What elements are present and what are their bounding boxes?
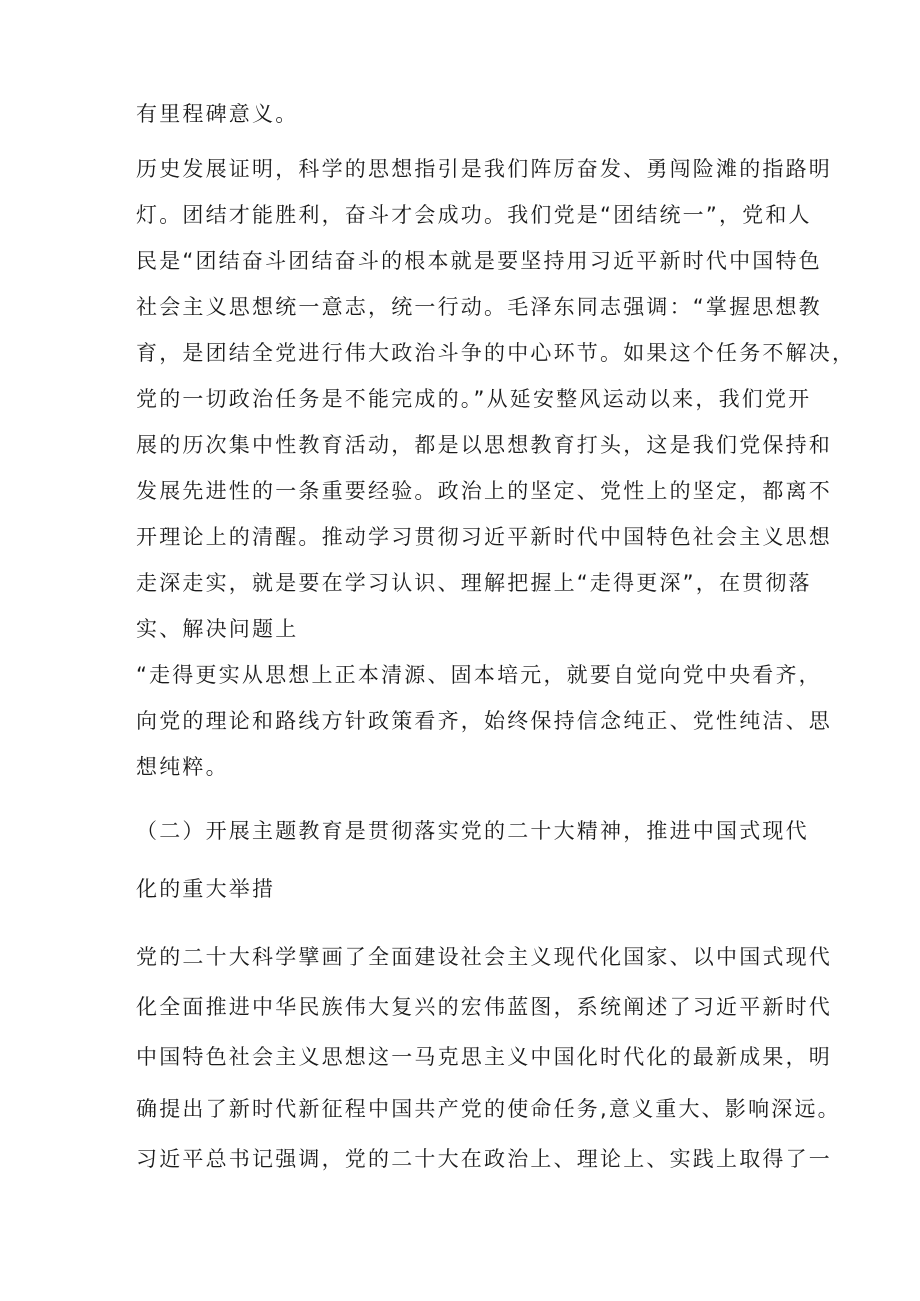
section-heading: 化的重大举措 <box>136 877 276 901</box>
text-line: “走得更实从思想上正本清源、固本培元，就要自觉向党中央看齐， <box>136 663 822 687</box>
text-line: 党的一切政治任务是不能完成的。”从延安整风运动以来，我们党开 <box>136 387 812 411</box>
text-line: 化全面推进中华民族伟大复兴的宏伟蓝图，系统阐述了习近平新时代 <box>136 995 832 1019</box>
text-line: 实、解决问题上 <box>136 617 299 641</box>
text-line: 有里程碑意义。 <box>136 102 299 126</box>
text-line: 中国特色社会主义思想这一马克思主义中国化时代化的最新成果，明 <box>136 1045 832 1069</box>
text-line: 走深走实，就是要在学习认识、理解把握上“走得更深”，在贯彻落 <box>136 571 812 595</box>
text-line: 历史发展证明，科学的思想指引是我们阵厉奋发、勇闯险滩的指路明 <box>136 157 832 181</box>
text-line: 确提出了新时代新征程中国共产党的使命任务,意义重大、影响深远。 <box>136 1097 841 1121</box>
text-line: 想纯粹。 <box>136 755 229 779</box>
text-line: 民是“团结奋斗团结奋斗的根本就是要坚持用习近平新时代中国特色 <box>136 249 822 273</box>
text-line: 灯。团结才能胜利，奋斗才会成功。我们党是“团结统一”，党和人 <box>136 203 812 227</box>
section-heading: （二）开展主题教育是贯彻落实党的二十大精神，推进中国式现代 <box>136 819 809 843</box>
text-line: 习近平总书记强调，党的二十大在政治上、理论上、实践上取得了一 <box>136 1147 832 1171</box>
text-line: 展的历次集中性教育活动，都是以思想教育打头，这是我们党保持和 <box>136 433 832 457</box>
text-line: 发展先进性的一条重要经验。政治上的坚定、党性上的坚定，都离不 <box>136 479 832 503</box>
text-line: 社会主义思想统一意志，统一行动。毛泽东同志强调：“掌握思想教 <box>136 295 822 319</box>
text-line: 党的二十大科学擘画了全面建设社会主义现代化国家、以中国式现代 <box>136 945 832 969</box>
text-line: 开理论上的清醒。推动学习贯彻习近平新时代中国特色社会主义思想 <box>136 525 832 549</box>
text-line: 向党的理论和路线方针政策看齐，始终保持信念纯正、党性纯洁、思 <box>136 709 832 733</box>
text-line: 育，是团结全党进行伟大政治斗争的中心环节。如果这个任务不解决， <box>136 341 856 365</box>
